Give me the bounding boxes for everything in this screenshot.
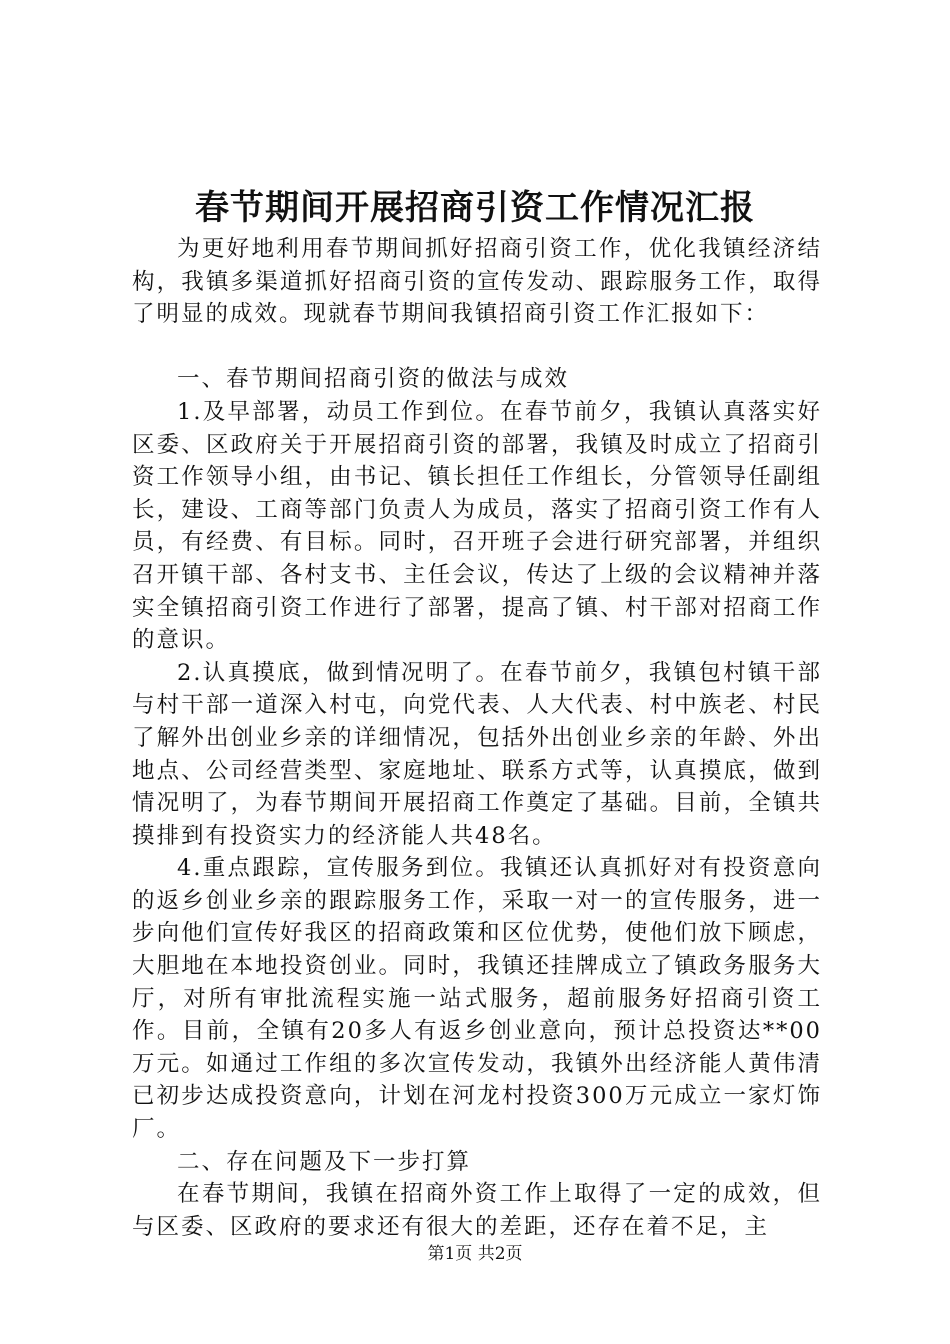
page-number-footer: 第1页 共2页 [427, 1244, 523, 1264]
item-paragraph-2: 2.认真摸底，做到情况明了。在春节前夕，我镇包村镇干部与村干部一道深入村屯，向党代表、人大代表、村中族老、村民了解外出创业乡亲的详细情况，包括外出创业乡亲的年龄、外出地点、公司经营类型、家庭地址、联系方式等，认真摸底，做到情况明了，为春节期间开展招商工作奠定了基础。目前，全镇共摸排到有投资实力的经济能人共48名。 [132, 659, 822, 849]
section-heading-1: 一、春节期间招商引资的做法与成效 [177, 366, 570, 393]
closing-paragraph: 在春节期间，我镇在招商外资工作上取得了一定的成效，但与区委、区政府的要求还有很大的差距，还存在着不足，主 [132, 1181, 822, 1240]
document-title: 春节期间开展招商引资工作情况汇报 [195, 188, 755, 228]
blank-line [132, 331, 822, 364]
section-heading-2: 二、存在问题及下一步打算 [177, 1148, 472, 1175]
item-paragraph-4: 4.重点跟踪，宣传服务到位。我镇还认真抓好对有投资意向的返乡创业乡亲的跟踪服务工作，采取一对一的宣传服务，进一步向他们宣传好我区的招商政策和区位优势，使他们放下顾虑，大胆地在本地投资创业。同时，我镇还挂牌成立了镇政务服务大厅，对所有审批流程实施一站式服务，超前服务好招商引资工作。目前，全镇有20多人有返乡创业意向，预计总投资达**00万元。如通过工作组的多次宣传发动，我镇外出经济能人黄伟清已初步达成投资意向，计划在河龙村投资300万元成立一家灯饰厂。 [132, 855, 822, 1143]
document-body [132, 233, 822, 1243]
intro-paragraph: 为更好地利用春节期间抓好招商引资工作，优化我镇经济结构，我镇多渠道抓好招商引资的宣传发动、跟踪服务工作，取得了明显的成效。现就春节期间我镇招商引资工作汇报如下： [132, 236, 822, 328]
item-paragraph-1: 1.及早部署，动员工作到位。在春节前夕，我镇认真落实好区委、区政府关于开展招商引资的部署，我镇及时成立了招商引资工作领导小组，由书记、镇长担任工作组长，分管领导任副组长，建设、工商等部门负责人为成员，落实了招商引资工作有人员，有经费、有目标。同时，召开班子会进行研究部署，并组织召开镇干部、各村支书、主任会议，传达了上级的会议精神并落实全镇招商引资工作进行了部署，提高了镇、村干部对招商工作的意识。 [132, 398, 822, 654]
